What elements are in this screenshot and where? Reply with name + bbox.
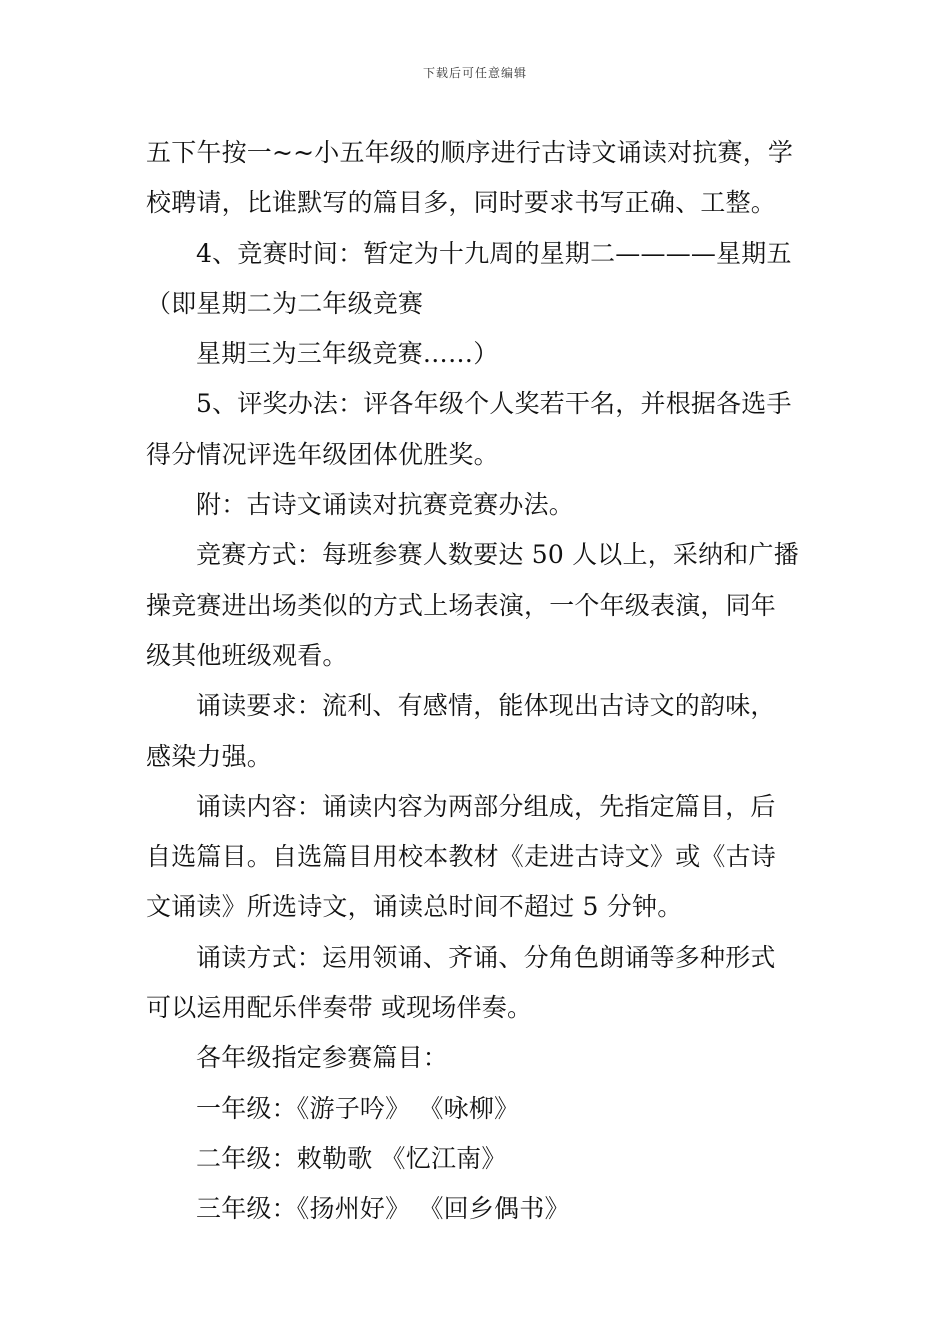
text-line: 文诵读》所选诗文，诵读总时间不超过 5 分钟。 (146, 892, 683, 922)
text-line: 校聘请，比谁默写的篇目多，同时要求书写正确、工整。 (146, 188, 777, 218)
text-line: 三年级：《扬州好》 《回乡偶书》 (196, 1194, 570, 1224)
text-line: 4、竞赛时间：暂定为十九周的星期二————星期五 (196, 238, 792, 268)
text-line: 5、评奖办法：评各年级个人奖若干名，并根据各选手 (196, 389, 792, 419)
text-line: 得分情况评选年级团体优胜奖。 (146, 439, 499, 469)
text-line: 自选篇目。自选篇目用校本教材《走进古诗文》或《古诗 (146, 842, 777, 872)
text-line: 竞赛方式：每班参赛人数要达 50 人以上，采纳和广播 (196, 540, 799, 570)
text-line: 感染力强。 (146, 741, 273, 771)
text-line: （即星期二为二年级竞赛 (146, 288, 424, 318)
text-line: 各年级指定参赛篇目： (196, 1043, 449, 1073)
text-line: 级其他班级观看。 (146, 640, 348, 670)
page-header-note: 下载后可任意编辑 (422, 66, 527, 80)
text-line: 五下午按一~~小五年级的顺序进行古诗文诵读对抗赛，学 (146, 138, 794, 167)
text-line: 星期三为三年级竞赛……） (196, 339, 499, 369)
text-line: 诵读方式：运用领诵、齐诵、分角色朗诵等多种形式 (196, 942, 776, 972)
document-body (146, 128, 806, 1235)
text-line: 可以运用配乐伴奏带 或现场伴奏。 (146, 993, 533, 1023)
text-line: 诵读要求：流利、有感情，能体现出古诗文的韵味， (196, 691, 776, 721)
text-line: 诵读内容：诵读内容为两部分组成，先指定篇目，后 (196, 791, 776, 821)
text-line: 二年级：敕勒歌 《忆江南》 (196, 1143, 507, 1173)
text-line: 操竞赛进出场类似的方式上场表演，一个年级表演，同年 (146, 590, 777, 620)
text-line: 附：古诗文诵读对抗赛竞赛办法。 (196, 490, 575, 520)
text-line: 一年级：《游子吟》 《咏柳》 (196, 1093, 520, 1123)
